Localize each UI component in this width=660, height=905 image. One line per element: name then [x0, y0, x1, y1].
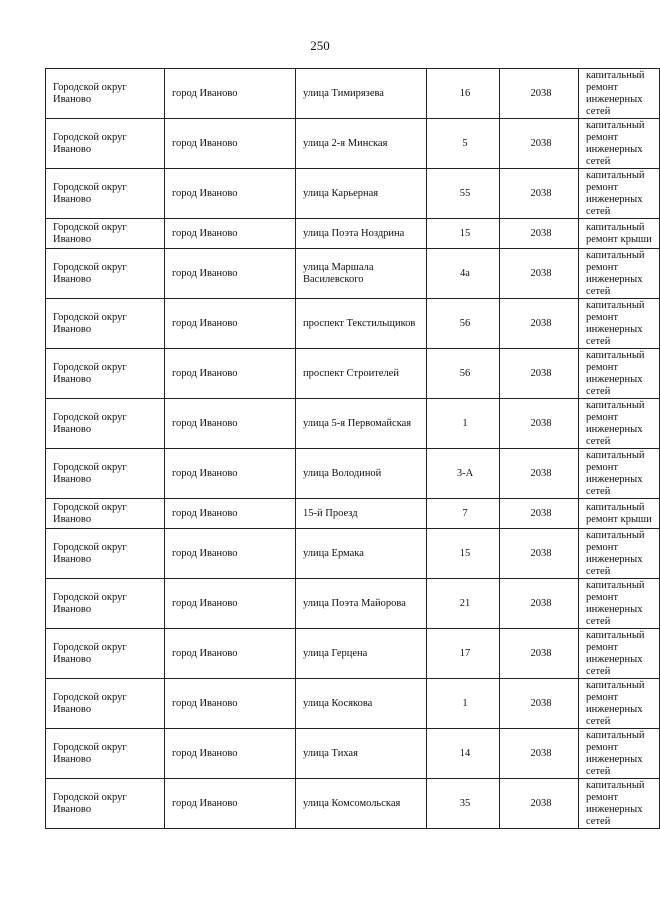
year-cell: 2038 [500, 219, 579, 249]
city-cell: город Иваново [165, 249, 296, 299]
work-type-cell: капитальный ремонт инженерных сетей [579, 529, 660, 579]
house-number-cell: 3-А [427, 449, 500, 499]
street-cell: улица 5-я Первомайская [296, 399, 427, 449]
street-cell: улица Комсомольская [296, 779, 427, 829]
work-type-cell: капитальный ремонт инженерных сетей [579, 449, 660, 499]
year-cell: 2038 [500, 529, 579, 579]
table-row [46, 219, 660, 249]
work-type-cell: капитальный ремонт инженерных сетей [579, 629, 660, 679]
table-row [46, 579, 660, 629]
city-cell: город Иваново [165, 679, 296, 729]
house-number-cell: 7 [427, 499, 500, 529]
street-cell: улица Поэта Ноздрина [296, 219, 427, 249]
table-row [46, 729, 660, 779]
table-row [46, 119, 660, 169]
year-cell: 2038 [500, 629, 579, 679]
house-number-cell: 4а [427, 249, 500, 299]
city-cell: город Иваново [165, 349, 296, 399]
district-cell: Городской округ Иваново [46, 779, 165, 829]
table-row [46, 399, 660, 449]
work-type-cell: капитальный ремонт инженерных сетей [579, 399, 660, 449]
house-number-cell: 1 [427, 679, 500, 729]
year-cell: 2038 [500, 249, 579, 299]
house-number-cell: 15 [427, 529, 500, 579]
table-row [46, 249, 660, 299]
city-cell: город Иваново [165, 449, 296, 499]
district-cell: Городской округ Иваново [46, 399, 165, 449]
street-cell: улица Косякова [296, 679, 427, 729]
street-cell: улица Карьерная [296, 169, 427, 219]
table-body [46, 69, 660, 829]
city-cell: город Иваново [165, 69, 296, 119]
work-type-cell: капитальный ремонт инженерных сетей [579, 779, 660, 829]
city-cell: город Иваново [165, 629, 296, 679]
repair-schedule-table [45, 68, 660, 829]
district-cell: Городской округ Иваново [46, 499, 165, 529]
district-cell: Городской округ Иваново [46, 349, 165, 399]
street-cell: улица Володиной [296, 449, 427, 499]
street-cell: улица Тимирязева [296, 69, 427, 119]
house-number-cell: 56 [427, 299, 500, 349]
year-cell: 2038 [500, 169, 579, 219]
district-cell: Городской округ Иваново [46, 119, 165, 169]
work-type-cell: капитальный ремонт инженерных сетей [579, 729, 660, 779]
work-type-cell: капитальный ремонт инженерных сетей [579, 119, 660, 169]
year-cell: 2038 [500, 69, 579, 119]
year-cell: 2038 [500, 779, 579, 829]
work-type-cell: капитальный ремонт инженерных сетей [579, 249, 660, 299]
district-cell: Городской округ Иваново [46, 69, 165, 119]
year-cell: 2038 [500, 449, 579, 499]
district-cell: Городской округ Иваново [46, 729, 165, 779]
work-type-cell: капитальный ремонт инженерных сетей [579, 69, 660, 119]
city-cell: город Иваново [165, 779, 296, 829]
city-cell: город Иваново [165, 299, 296, 349]
table-row [46, 349, 660, 399]
table-row [46, 529, 660, 579]
city-cell: город Иваново [165, 119, 296, 169]
house-number-cell: 5 [427, 119, 500, 169]
work-type-cell: капитальный ремонт инженерных сетей [579, 679, 660, 729]
work-type-cell: капитальный ремонт крыши [579, 219, 660, 249]
district-cell: Городской округ Иваново [46, 449, 165, 499]
district-cell: Городской округ Иваново [46, 579, 165, 629]
year-cell: 2038 [500, 679, 579, 729]
city-cell: город Иваново [165, 169, 296, 219]
street-cell: проспект Текстильщиков [296, 299, 427, 349]
house-number-cell: 56 [427, 349, 500, 399]
year-cell: 2038 [500, 499, 579, 529]
district-cell: Городской округ Иваново [46, 529, 165, 579]
city-cell: город Иваново [165, 579, 296, 629]
year-cell: 2038 [500, 349, 579, 399]
year-cell: 2038 [500, 299, 579, 349]
year-cell: 2038 [500, 399, 579, 449]
street-cell: проспект Строителей [296, 349, 427, 399]
street-cell: улица Герцена [296, 629, 427, 679]
year-cell: 2038 [500, 119, 579, 169]
street-cell: улица Маршала Василевского [296, 249, 427, 299]
year-cell: 2038 [500, 579, 579, 629]
city-cell: город Иваново [165, 219, 296, 249]
district-cell: Городской округ Иваново [46, 299, 165, 349]
city-cell: город Иваново [165, 529, 296, 579]
house-number-cell: 16 [427, 69, 500, 119]
table-row [46, 779, 660, 829]
table-row [46, 169, 660, 219]
house-number-cell: 14 [427, 729, 500, 779]
street-cell: 15-й Проезд [296, 499, 427, 529]
table-row [46, 69, 660, 119]
work-type-cell: капитальный ремонт инженерных сетей [579, 169, 660, 219]
house-number-cell: 1 [427, 399, 500, 449]
work-type-cell: капитальный ремонт крыши [579, 499, 660, 529]
house-number-cell: 15 [427, 219, 500, 249]
table-row [46, 299, 660, 349]
work-type-cell: капитальный ремонт инженерных сетей [579, 299, 660, 349]
city-cell: город Иваново [165, 399, 296, 449]
house-number-cell: 17 [427, 629, 500, 679]
district-cell: Городской округ Иваново [46, 249, 165, 299]
city-cell: город Иваново [165, 729, 296, 779]
district-cell: Городской округ Иваново [46, 629, 165, 679]
table-row [46, 629, 660, 679]
work-type-cell: капитальный ремонт инженерных сетей [579, 579, 660, 629]
house-number-cell: 35 [427, 779, 500, 829]
year-cell: 2038 [500, 729, 579, 779]
table-row [46, 449, 660, 499]
table-row [46, 679, 660, 729]
house-number-cell: 55 [427, 169, 500, 219]
street-cell: улица Ермака [296, 529, 427, 579]
city-cell: город Иваново [165, 499, 296, 529]
street-cell: улица 2-я Минская [296, 119, 427, 169]
district-cell: Городской округ Иваново [46, 219, 165, 249]
street-cell: улица Поэта Майорова [296, 579, 427, 629]
district-cell: Городской округ Иваново [46, 169, 165, 219]
table-row [46, 499, 660, 529]
street-cell: улица Тихая [296, 729, 427, 779]
district-cell: Городской округ Иваново [46, 679, 165, 729]
page-number: 250 [310, 38, 330, 53]
work-type-cell: капитальный ремонт инженерных сетей [579, 349, 660, 399]
house-number-cell: 21 [427, 579, 500, 629]
